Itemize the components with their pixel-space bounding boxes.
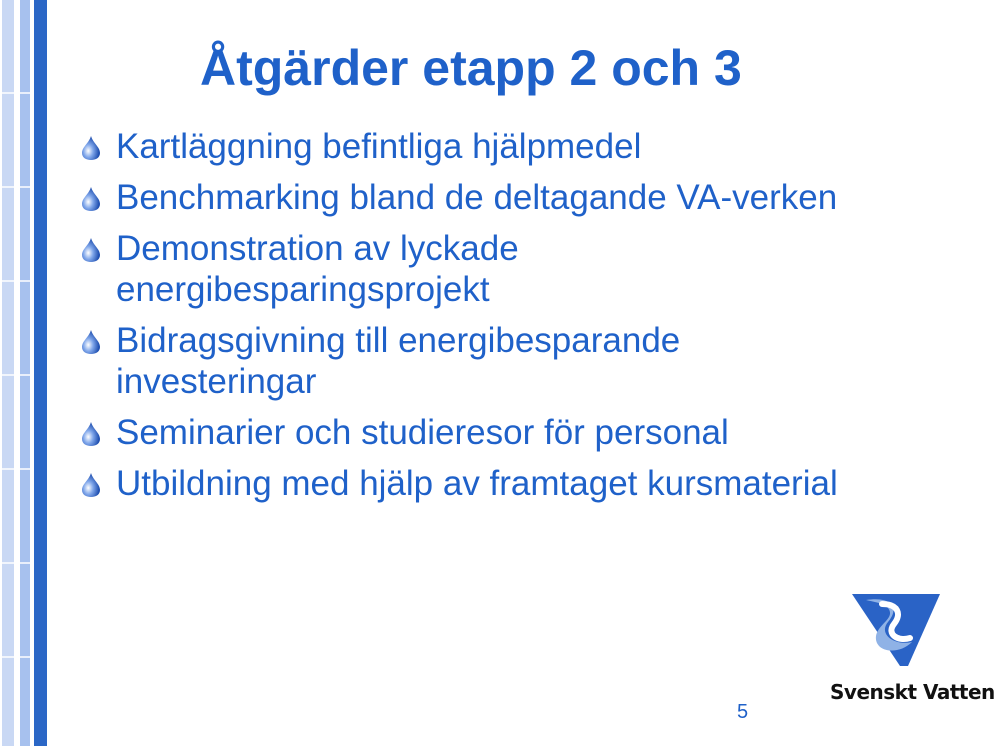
- stripe-grid-lines: [0, 0, 34, 746]
- bullet-item: [80, 320, 880, 402]
- svenskt-vatten-logo-icon: [848, 590, 944, 670]
- logo-wordmark: Svenskt Vatten: [830, 680, 995, 704]
- bullet-text: Benchmarking bland de deltagande VA-verken: [116, 178, 838, 217]
- bullet-item: [80, 463, 880, 504]
- water-drop-icon: [80, 237, 102, 263]
- bullet-text: Utbildning med hjälp av framtaget kursmaterial: [116, 464, 838, 503]
- bullet-item: [80, 228, 880, 310]
- water-drop-icon: [80, 421, 102, 447]
- bullet-list: [80, 126, 880, 514]
- water-drop-icon: [80, 186, 102, 212]
- bullet-item: [80, 177, 880, 218]
- decorative-side-stripes: [0, 0, 48, 746]
- stripe-dark: [34, 0, 47, 746]
- bullet-text: Demonstration av lyckade energibesparingsprojekt: [116, 229, 519, 309]
- bullet-text: Bidragsgivning till energibesparande investeringar: [116, 321, 681, 401]
- water-drop-icon: [80, 472, 102, 498]
- page-number: 5: [737, 701, 749, 723]
- slide-title: Åtgärder etapp 2 och 3: [200, 40, 742, 96]
- bullet-text: Seminarier och studieresor för personal: [116, 413, 729, 452]
- water-drop-icon: [80, 329, 102, 355]
- water-drop-icon: [80, 135, 102, 161]
- bullet-item: [80, 412, 880, 453]
- bullet-text: Kartläggning befintliga hjälpmedel: [116, 127, 642, 166]
- bullet-item: [80, 126, 880, 167]
